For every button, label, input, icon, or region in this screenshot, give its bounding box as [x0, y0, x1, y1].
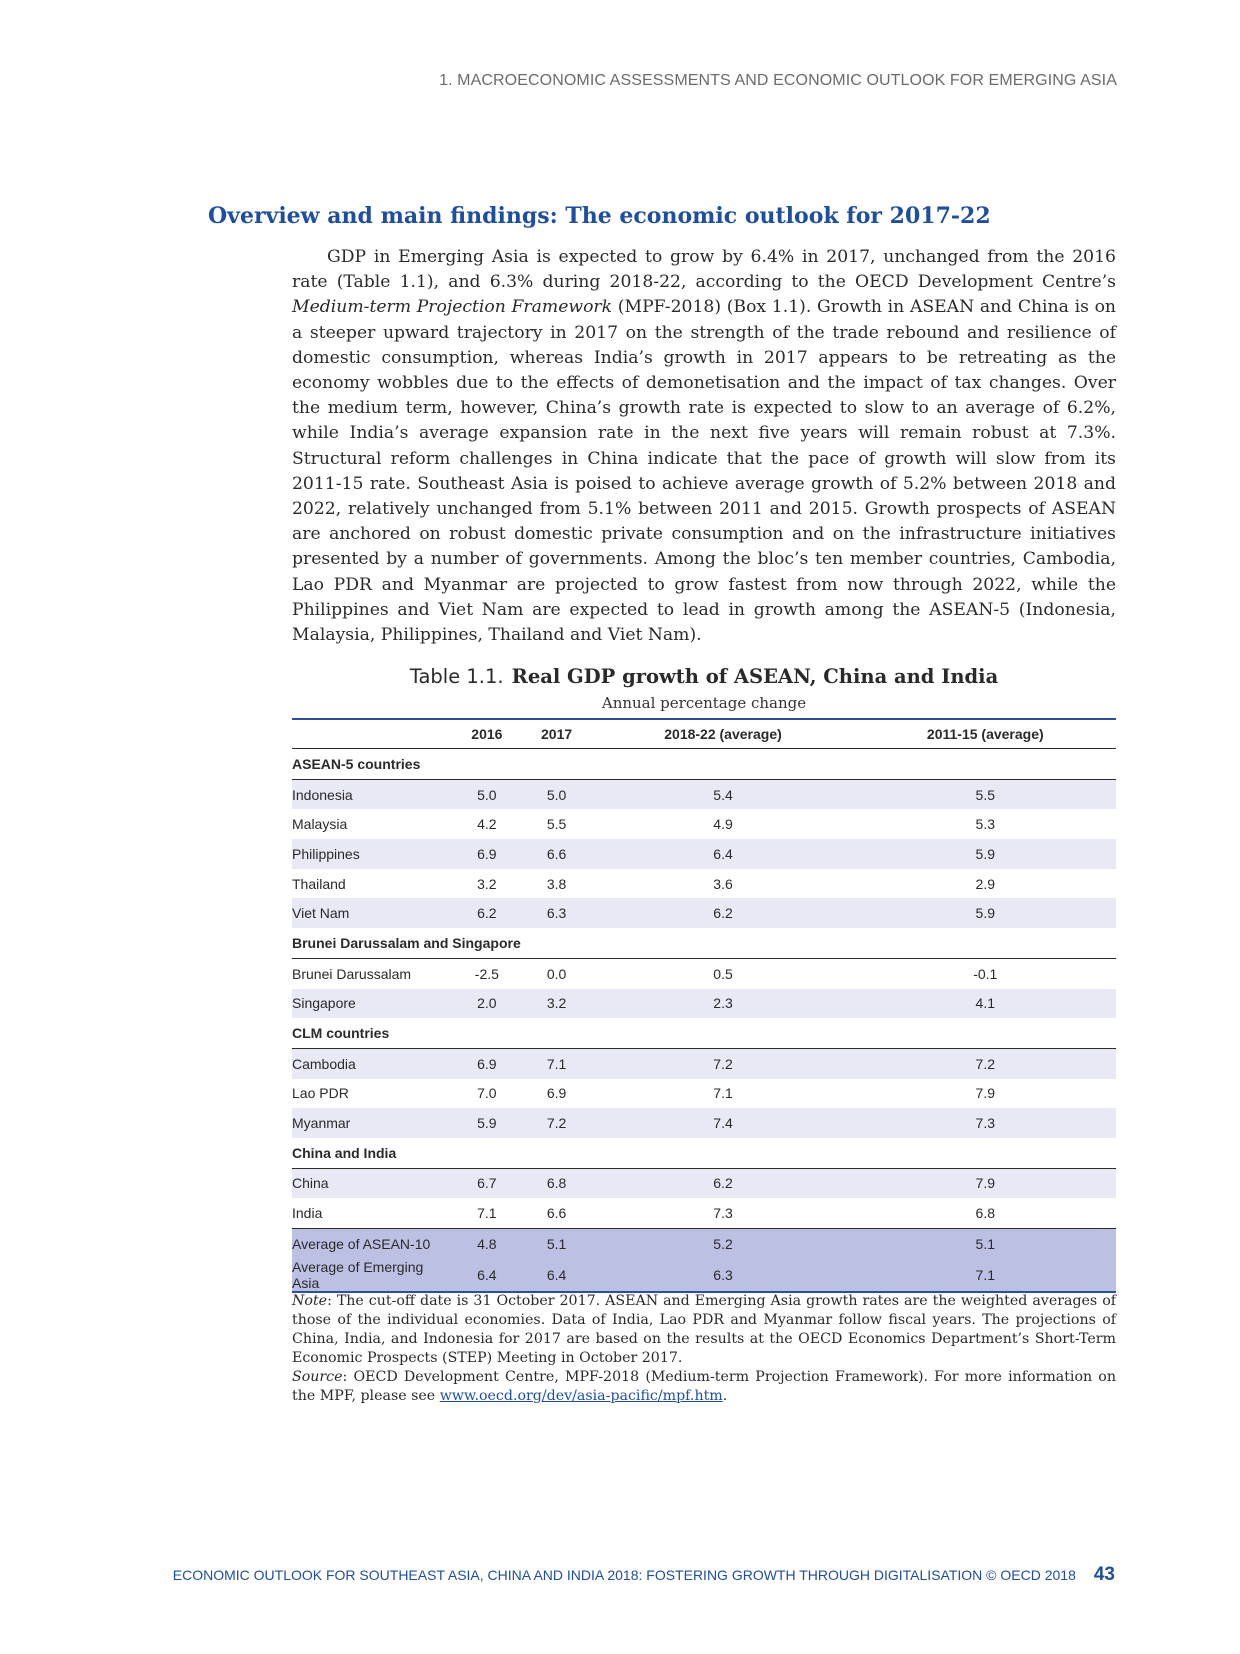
table-notes — [292, 1292, 1116, 1406]
value-2018-22: 6.3 — [591, 1259, 854, 1292]
table-row — [292, 809, 1116, 839]
value-2011-15: 7.2 — [855, 1048, 1116, 1078]
value-2017: 6.3 — [522, 898, 592, 928]
country-name: Viet Nam — [292, 898, 452, 928]
value-2011-15: 5.9 — [855, 898, 1116, 928]
source-paragraph — [292, 1368, 1116, 1406]
value-2016: -2.5 — [474, 965, 499, 982]
table-row — [292, 779, 1116, 809]
value-2011-15: 7.3 — [855, 1108, 1116, 1138]
table-row — [292, 1108, 1116, 1138]
country-name: Thailand — [292, 875, 346, 892]
country-name: Malaysia — [292, 816, 348, 833]
paragraph-italic: Medium-term Projection Framework — [292, 297, 613, 318]
value-2017: 5.1 — [522, 1229, 592, 1259]
value-2011-15: 6.8 — [975, 1205, 996, 1222]
source-text: : OECD Development Centre, MPF-2018 (Medium-term Projection Framework). For more information on the MPF, please see — [292, 1369, 1116, 1404]
table-row — [292, 839, 1116, 869]
value-2017: 0.0 — [546, 965, 567, 982]
average-row — [292, 1259, 1116, 1292]
value-2017: 5.0 — [522, 779, 592, 809]
value-2011-15: 2.9 — [975, 875, 996, 892]
value-2018-22: 2.3 — [591, 989, 854, 1019]
country-name: Brunei Darussalam — [292, 965, 412, 982]
table-row — [292, 1198, 1116, 1228]
table-row — [292, 869, 1116, 899]
country-name: Philippines — [292, 839, 452, 869]
note-text: : The cut-off date is 31 October 2017. ASEAN and Emerging Asia growth rates are the weighted averages of those of the individual economies. Data of India, Lao PDR and Myanmar follow fiscal years. The projections of China, India, and Indonesia for 2017 are based on the results at the OECD Economics Department’s Short-Term Economic Prospects (STEP) Meeting in October 2017. — [292, 1293, 1116, 1366]
page-footer — [173, 1564, 1115, 1586]
value-2011-15: 5.9 — [855, 839, 1116, 869]
value-2016: 3.2 — [477, 875, 497, 892]
value-2018-22: 7.3 — [713, 1205, 733, 1222]
note-label: Note — [292, 1293, 328, 1309]
value-2018-22: 0.5 — [713, 965, 733, 982]
value-2016: 4.8 — [452, 1229, 522, 1259]
table-header-row — [292, 719, 1116, 749]
value-2017: 6.6 — [522, 839, 592, 869]
country-name: China — [292, 1168, 452, 1198]
running-head: 1. MACROECONOMIC ASSESSMENTS AND ECONOMIC OUTLOOK FOR EMERGING ASIA — [439, 72, 1117, 89]
value-2018-22: 6.2 — [591, 898, 854, 928]
value-2011-15: 5.1 — [855, 1229, 1116, 1259]
value-2016: 7.1 — [477, 1205, 497, 1222]
gdp-table — [292, 718, 1116, 1293]
table-title — [292, 665, 1116, 688]
value-2018-22: 5.2 — [591, 1229, 854, 1259]
value-2017: 3.2 — [522, 989, 592, 1019]
group-row — [292, 1138, 1116, 1168]
country-name: Singapore — [292, 989, 452, 1019]
value-2016: 4.2 — [477, 816, 497, 833]
table-row — [292, 1168, 1116, 1198]
paragraph-part-1: GDP in Emerging Asia is expected to grow by 6.4% in 2017, unchanged from the 2016 rate (Table 1.1), and 6.3% during 2018-22, according to the OECD Development Centre’s — [292, 247, 1116, 293]
country-name: Cambodia — [292, 1048, 452, 1078]
column-header-2017: 2017 — [522, 719, 592, 749]
value-2017: 3.8 — [546, 875, 567, 892]
paragraph-part-2: (MPF-2018) (Box 1.1). Growth in ASEAN and China is on a steeper upward trajectory in 2017 on the strength of the trade rebound and resilience of domestic consumption, whereas India’s growth in 2017 appears to be retreating as the economy wobbles due to the effects of demonetisation and the impact of tax changes. Over the medium term, however, China’s growth rate is expected to slow to an average of 6.2%, while India’s average expansion rate in the next five years will remain robust at 7.3%. Structural reform challenges in China indicate that the pace of growth will slow from its 2011-15 rate. Southeast Asia is poised to achieve average growth of 5.2% between 2018 and 2022, relatively unchanged from 5.1% between 2011 and 2015. Growth prospects of ASEAN are anchored on robust domestic private consumption and on the infrastructure initiatives presented by a number of governments. Among the bloc’s ten member countries, Cambodia, Lao PDR and Myanmar are projected to grow fastest from now through 2022, while the Philippines and Viet Nam are expected to lead in growth among the ASEAN-5 (Indonesia, Malaysia, Philippines, Thailand and Viet Nam). — [292, 297, 1117, 646]
table-row — [292, 898, 1116, 928]
average-label: Average of Emerging Asia — [292, 1259, 452, 1292]
group-row — [292, 1018, 1116, 1048]
group-label: ASEAN-5 countries — [292, 749, 1116, 780]
country-name: India — [292, 1205, 323, 1222]
value-2016: 2.0 — [452, 989, 522, 1019]
column-header-2011-15: 2011-15 (average) — [855, 719, 1116, 749]
value-2018-22: 3.6 — [713, 875, 733, 892]
average-label: Average of ASEAN-10 — [292, 1229, 452, 1259]
column-header-2018-22: 2018-22 (average) — [591, 719, 854, 749]
value-2016: 7.0 — [477, 1085, 497, 1102]
source-end: . — [722, 1388, 728, 1404]
value-2018-22: 7.2 — [591, 1048, 854, 1078]
table-row — [292, 1079, 1116, 1109]
average-row — [292, 1229, 1116, 1259]
value-2018-22: 6.2 — [591, 1168, 854, 1198]
table-subtitle: Annual percentage change — [601, 694, 807, 712]
value-2011-15: 7.9 — [855, 1168, 1116, 1198]
section-title: Overview and main findings: The economic outlook for 2017-22 — [208, 203, 991, 229]
column-header-2016: 2016 — [452, 719, 522, 749]
value-2016: 5.0 — [452, 779, 522, 809]
column-header — [292, 719, 452, 749]
table-row — [292, 989, 1116, 1019]
table-title-text: Real GDP growth of ASEAN, China and India — [511, 665, 999, 688]
value-2018-22: 5.4 — [591, 779, 854, 809]
value-2011-15: 5.5 — [855, 779, 1116, 809]
page-number: 43 — [1093, 1564, 1115, 1585]
group-row — [292, 928, 1116, 958]
value-2011-15: 7.1 — [855, 1259, 1116, 1292]
table-number: Table 1.1. — [409, 665, 504, 688]
value-2011-15: 4.1 — [855, 989, 1116, 1019]
note-paragraph — [292, 1292, 1116, 1368]
value-2016: 5.9 — [452, 1108, 522, 1138]
source-label: Source — [292, 1369, 343, 1385]
value-2011-15: -0.1 — [973, 965, 998, 982]
value-2018-22: 4.9 — [713, 816, 733, 833]
group-label: Brunei Darussalam and Singapore — [292, 928, 1116, 958]
country-name: Indonesia — [292, 779, 452, 809]
value-2017: 6.8 — [522, 1168, 592, 1198]
value-2017: 7.2 — [522, 1108, 592, 1138]
group-label: CLM countries — [292, 1018, 1116, 1048]
group-label: China and India — [292, 1138, 1116, 1168]
value-2016: 6.7 — [452, 1168, 522, 1198]
value-2017: 6.4 — [522, 1259, 592, 1292]
value-2011-15: 5.3 — [975, 816, 996, 833]
value-2016: 6.9 — [452, 839, 522, 869]
body-paragraph — [292, 245, 1116, 648]
source-link[interactable]: www.oecd.org/dev/asia-pacific/mpf.htm — [439, 1388, 723, 1404]
value-2018-22: 7.4 — [591, 1108, 854, 1138]
country-name: Myanmar — [292, 1108, 452, 1138]
value-2016: 6.2 — [452, 898, 522, 928]
value-2016: 6.4 — [452, 1259, 522, 1292]
value-2017: 5.5 — [546, 816, 567, 833]
table-row — [292, 958, 1116, 988]
country-name: Lao PDR — [292, 1085, 349, 1102]
value-2018-22: 7.1 — [713, 1085, 733, 1102]
group-row — [292, 749, 1116, 780]
value-2011-15: 7.9 — [975, 1085, 996, 1102]
footer-text: ECONOMIC OUTLOOK FOR SOUTHEAST ASIA, CHINA AND INDIA 2018: FOSTERING GROWTH THROUGH DIGITALISATION © OECD 2018 — [172, 1567, 1076, 1583]
value-2017: 6.9 — [546, 1085, 567, 1102]
value-2016: 6.9 — [452, 1048, 522, 1078]
value-2018-22: 6.4 — [591, 839, 854, 869]
value-2017: 6.6 — [546, 1205, 567, 1222]
table-row — [292, 1048, 1116, 1078]
value-2017: 7.1 — [522, 1048, 592, 1078]
